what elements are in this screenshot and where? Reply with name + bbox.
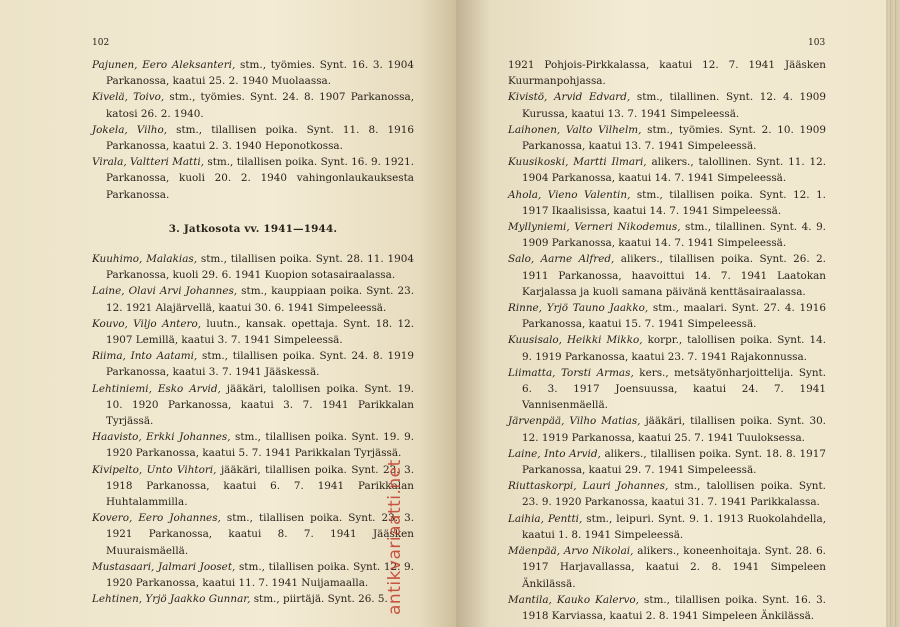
list-item	[508, 251, 826, 300]
list-item	[508, 154, 826, 186]
list-item	[508, 592, 826, 624]
entry-details: stm., tilallisen poika. Synt. 19. 9. 1920 Parkanossa, kaatui 5. 7. 1941 Parikkalan Tyrjässä.	[106, 431, 414, 460]
list-item	[508, 332, 826, 364]
section-heading: 3. Jatkosota vv. 1941—1944.	[168, 222, 338, 235]
entry-details: stm., tilallisen poika. Synt. 12. 9. 1920 Parkanossa, kaatui 11. 7. 1941 Nuijamaalla.	[106, 560, 414, 590]
person-name: Mäenpää, Arvo Nikolai,	[508, 545, 634, 558]
page-edges	[886, 0, 900, 627]
list-item	[92, 89, 414, 121]
list-item	[92, 283, 414, 315]
entry-details: stm., työmies. Synt. 16. 3. 1904 Parkanossa, kaatui 25. 2. 1940 Muolaassa.	[106, 59, 414, 88]
entry-details: stm., tilallisen poika. Synt. 16. 3. 1918 Karviassa, kaatui 2. 8. 1941 Simpeleen Änkilässä.	[522, 593, 826, 622]
entry-details: stm., tilallisen poika. Synt. 11. 8. 1916 Parkanossa, kaatui 2. 3. 1940 Heponotkossa.	[106, 123, 415, 153]
person-name: Virala, Valtteri Matti,	[92, 156, 205, 169]
entry-details: stm., työmies. Synt. 2. 10. 1909 Parkanossa, kaatui 13. 7. 1941 Simpeleessä.	[522, 123, 826, 153]
entry-details: alikers., tilallisen poika. Synt. 26. 2. 1911 Parkanossa, haavoittui 14. 7. 1941 Laatokan Karjalassa ja kuoli samana päivänä kenttäsairaalassa.	[522, 253, 826, 298]
person-name: Haavisto, Erkki Johannes,	[92, 431, 231, 444]
person-name: Rinne, Yrjö Tauno Jaakko,	[508, 302, 649, 315]
list-item	[508, 511, 826, 543]
entry-details: stm., tilallinen. Synt. 4. 9. 1909 Parkanossa, kaatui 14. 7. 1941 Simpeleessä.	[522, 221, 826, 250]
list-item	[92, 316, 414, 348]
person-name: Lehtiniemi, Esko Arvid,	[92, 382, 221, 395]
entry-details: stm., työmies. Synt. 24. 8. 1907 Parkanossa, katosi 26. 2. 1940.	[106, 91, 414, 120]
person-name: Kuusisalo, Heikki Mikko,	[508, 334, 643, 347]
entry-details: alikers., koneenhoitaja. Synt. 28. 6. 1917 Harjavallassa, kaatui 2. 8. 1941 Simpeleen Änkilässä.	[522, 545, 826, 590]
list-item	[508, 543, 826, 592]
entry-details: stm., piirtäjä. Synt. 26. 5.	[250, 593, 388, 606]
person-name: Kuusikoski, Martti Ilmari,	[508, 156, 647, 169]
person-name: Riima, Into Aatami,	[92, 350, 198, 363]
list-item	[92, 381, 414, 430]
list-item	[92, 591, 414, 607]
watermark	[385, 215, 445, 615]
entry-details: stm., talollisen poika. Synt. 23. 9. 1920 Parkanossa, kaatui 31. 7. 1941 Parikkalassa.	[522, 480, 826, 509]
person-name: Järvenpää, Vilho Matias,	[508, 415, 641, 428]
right-page-text	[508, 57, 826, 624]
watermark-text: antikvariaatti.net	[385, 459, 405, 615]
person-name: Liimatta, Torsti Armas,	[508, 366, 634, 379]
list-item	[92, 429, 414, 461]
person-name: Mantila, Kauko Kalervo,	[508, 593, 639, 606]
list-item	[92, 510, 414, 559]
person-name: Kivipelto, Unto Vihtori,	[92, 463, 217, 476]
person-name: Myllyniemi, Verneri Nikodemus,	[508, 221, 681, 234]
person-name: Lehtinen, Yrjö Jaakko Gunnar,	[92, 593, 251, 606]
person-name: Jokela, Vilho,	[92, 123, 168, 136]
person-name: Laihonen, Valto Vilhelm,	[508, 123, 642, 136]
entry-details: stm., tilallisen poika. Synt. 16. 9. 1921. Parkanossa, kuoli 20. 2. 1940 vahingonlaukauksesta Parkanossa.	[106, 156, 414, 201]
person-name: Kouvo, Viljo Antero,	[92, 317, 202, 330]
right-page	[456, 0, 886, 627]
list-item	[508, 300, 826, 332]
person-name: Laine, Olavi Arvi Johannes,	[92, 285, 238, 298]
person-name: Mustasaari, Jalmari Jooset,	[92, 560, 236, 573]
list-item	[92, 122, 414, 154]
left-page-text	[92, 57, 414, 608]
entry-details: kers., metsätyönharjoittelija. Synt. 6. 3. 1917 Joensuussa, kaatui 24. 7. 1941 Vannisenmäellä.	[522, 366, 826, 412]
entry-details: alikers., tilallisen poika. Synt. 18. 8. 1917 Parkanossa, kaatui 29. 7. 1941 Simpeleessä.	[522, 447, 826, 477]
entry-details: korpr., talollisen poika. Synt. 14. 9. 1919 Parkanossa, kaatui 23. 7. 1941 Rajakonnussa.	[522, 334, 826, 363]
entry-details: stm., tilallisen poika. Synt. 24. 8. 1919 Parkanossa, kaatui 3. 7. 1941 Jääskessä.	[106, 350, 415, 379]
person-name: Laine, Into Arvid,	[508, 447, 601, 460]
list-item	[508, 446, 826, 478]
continuation-text: 1921 Pohjois-Pirkkalassa, kaatui 12. 7. 1941 Jääsken Kuurmanpohjassa.	[508, 59, 826, 88]
entry-details: jääkäri, talollisen poika. Synt. 19. 10. 1920 Parkanossa, kaatui 3. 7. 1941 Parikkalan Tyrjässä.	[106, 382, 415, 428]
entry-details: jääkäri, tilallisen poika. Synt. 23. 3. 1918 Parkanossa, kaatui 6. 7. 1941 Parikkalan Huhtalammilla.	[106, 463, 415, 509]
person-name: Ahola, Vieno Valentin,	[508, 188, 631, 201]
entry-details: stm., maalari. Synt. 27. 4. 1916 Parkanossa, kaatui 15. 7. 1941 Simpeleessä.	[522, 302, 827, 331]
list-item	[508, 478, 826, 510]
list-item	[508, 365, 826, 414]
list-item	[92, 251, 414, 283]
person-name: Kovero, Eero Johannes,	[92, 512, 221, 525]
page-number-left: 102	[92, 38, 110, 48]
entry-details: stm., kauppiaan poika. Synt. 23. 12. 1921 Alajärvellä, kaatui 30. 6. 1941 Simpeleessä.	[106, 285, 414, 314]
list-item	[92, 559, 414, 591]
person-name: Laihia, Pentti,	[508, 512, 583, 525]
list-item	[508, 219, 826, 251]
list-item	[92, 57, 414, 89]
entry-details: stm., tilallinen. Synt. 12. 4. 1909 Kurussa, kaatui 13. 7. 1941 Simpeleessä.	[522, 91, 826, 120]
list-item	[508, 122, 826, 154]
person-name: Riuttaskorpi, Lauri Johannes,	[508, 480, 669, 493]
person-name: Kivistö, Arvid Edvard,	[508, 91, 631, 104]
page-number-right: 103	[808, 38, 826, 48]
entry-details: alikers., talollinen. Synt. 11. 12. 1904 Parkanossa, kaatui 14. 7. 1941 Simpeleessä.	[522, 156, 827, 185]
entry-details: luutn., kansak. opettaja. Synt. 18. 12. 1907 Lemillä, kaatui 3. 7. 1941 Simpeleessä.	[106, 317, 414, 347]
entry-details: stm., leipuri. Synt. 9. 1. 1913 Ruokolahdella, kaatui 1. 8. 1941 Simpeleessä.	[522, 512, 826, 541]
entry-details: stm., tilallisen poika. Synt. 28. 11. 1904 Parkanossa, kuoli 29. 6. 1941 Kuopion sotasairaalassa.	[106, 253, 414, 282]
person-name: Pajunen, Eero Aleksanteri,	[92, 59, 236, 71]
entry-details: stm., tilallisen poika. Synt. 23. 3. 1921 Parkanossa, kaatui 8. 7. 1941 Jääsken Muuraismäellä.	[106, 512, 414, 557]
entry-details: stm., tilallisen poika. Synt. 12. 1. 1917 Ikaalisissa, kaatui 14. 7. 1941 Simpeleessä.	[522, 188, 826, 217]
list-item	[92, 154, 414, 203]
entry-details: jääkäri, tilallisen poika. Synt. 30. 12. 1919 Parkanossa, kaatui 25. 7. 1941 Tuuloksessa.	[522, 415, 826, 444]
list-item	[508, 413, 826, 445]
person-name: Kuuhimo, Malakias,	[92, 253, 198, 266]
list-item	[92, 462, 414, 511]
person-name: Kivelä, Toivo,	[92, 91, 165, 104]
list-item	[508, 89, 826, 121]
list-item	[508, 187, 826, 219]
person-name: Salo, Aarne Alfred,	[508, 253, 615, 266]
list-item	[92, 348, 414, 380]
